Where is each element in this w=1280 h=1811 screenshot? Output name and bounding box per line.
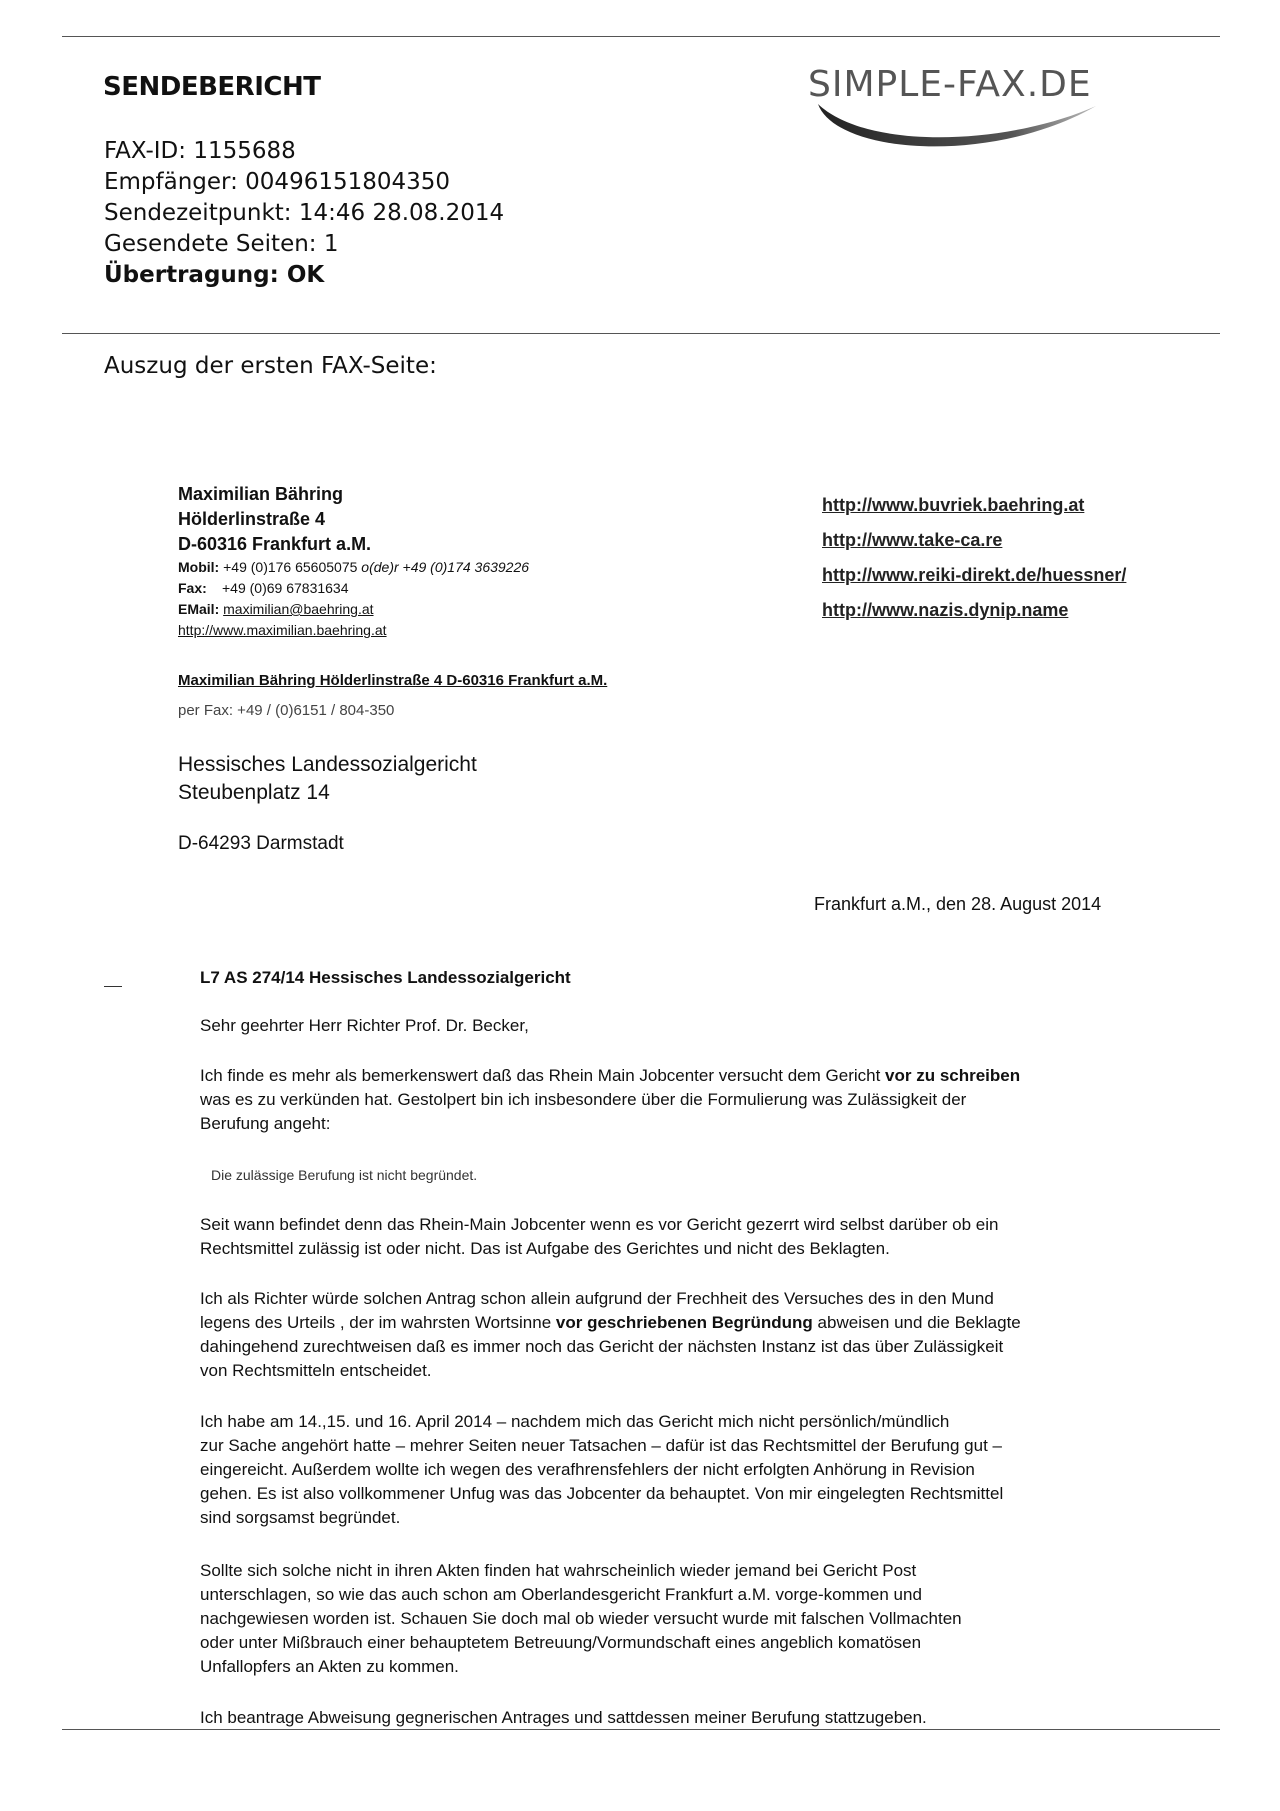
report-meta [104, 136, 504, 291]
sender-fax: Fax: +49 (0)69 67831634 [178, 580, 349, 596]
recipient-line2: Steubenplatz 14 [178, 781, 330, 804]
paragraph-6: Ich beantrage Abweisung gegnerischen Antrages und sattdessen meiner Berufung stattzugeben. [200, 1708, 927, 1727]
link-buvriek[interactable]: http://www.buvriek.baehring.at [822, 495, 1085, 515]
simple-fax-logo [806, 62, 1206, 154]
link-list [822, 488, 1126, 628]
top-rule [62, 36, 1220, 37]
send-time: Sendezeitpunkt: 14:46 28.08.2014 [104, 200, 505, 226]
paragraph-4: Ich habe am 14.,15. und 16. April 2014 – nachdem mich das Gericht mich nicht persönlich/mündlich zur Sache angehört hatte – mehrer Seiten neuer Tatsachen – dafür ist das Rechtsmittel der Berufung gut – eingereicht. Außerdem wollte ich wegen des verafhrensfehlers der nicht erfolgten Anhörung in Revision gehen. Es ist also vollkommener Unfug was das Jobcenter da behauptet. Von mir eingelegten Rechtsmittel sind sorgsamst begründet. [200, 1412, 1004, 1527]
quoted-excerpt: Die zulässige Berufung ist nicht begründet. [211, 1167, 478, 1183]
sender-street: Hölderlinstraße 4 [178, 509, 326, 529]
logo-swoosh [818, 104, 1096, 146]
recipient-line1: Hessisches Landessozialgericht [178, 753, 477, 776]
pages-sent: Gesendete Seiten: 1 [104, 231, 339, 257]
fax-id: FAX-ID: 1155688 [104, 138, 296, 164]
fax-recipient: Empfänger: 00496151804350 [104, 169, 451, 195]
email-link[interactable]: maximilian@baehring.at [223, 601, 374, 617]
sender-block [178, 482, 529, 641]
logo-graphic [806, 62, 1206, 154]
paragraph-5: Sollte sich solche nicht in ihren Akten finden hat wahrscheinlich wieder jemand bei Gericht Post unterschlagen, so wie das auch schon am Oberlandesgericht Frankfurt a.M. vorge-kommen und nachgewiesen worden ist. Schauen Sie doch mal ob wieder versucht wurde mit falschen Vollmachten oder unter Mißbrauch einer behauptetem Betreuung/Vormundschaft eines angeblich komatösen Unfallopfers an Akten zu kommen. [200, 1561, 962, 1676]
return-address: Maximilian Bähring Hölderlinstraße 4 D-60316 Frankfurt a.M. [178, 672, 608, 689]
paragraph-1: Ich finde es mehr als bemerkenswert daß das Rhein Main Jobcenter versucht dem Gericht vor zu schreiben was es zu verkünden hat. Gestolpert bin ich insbesondere über die Formulierung was Zulässigkeit der Berufung angeht: [200, 1066, 1021, 1133]
letter-subject: L7 AS 274/14 Hessisches Landessozialgericht [200, 968, 571, 987]
link-reiki-direkt[interactable]: http://www.reiki-direkt.de/huessner/ [822, 565, 1127, 585]
report-title: SENDEBERICHT [103, 72, 321, 102]
sender-name: Maximilian Bähring [178, 484, 344, 504]
excerpt-label: Auszug der ersten FAX-Seite: [104, 353, 437, 379]
transmission-status: Übertragung: OK [104, 262, 325, 288]
paragraph-3: Ich als Richter würde solchen Antrag schon allein aufgrund der Frechheit des Versuches des in den Mund legens des Urteils , der im wahrsten Wortsinne vor geschriebenen Begründung abweisen und die Beklagte dahingehend zurechtweisen daß es immer noch das Gericht der nächsten Instanz ist das über Zulässigkeit von Rechtsmitteln entscheidet. [200, 1289, 1021, 1380]
letter-salutation: Sehr geehrter Herr Richter Prof. Dr. Becker, [200, 1016, 529, 1035]
paragraph-2: Seit wann befindet denn das Rhein-Main Jobcenter wenn es vor Gericht gezerrt wird selbst darüber ob ein Rechtsmittel zulässig ist oder nicht. Das ist Aufgabe des Gerichtes und nicht des Beklagten. [200, 1215, 999, 1258]
header-divider [62, 333, 1220, 334]
sender-city: D-60316 Frankfurt a.M. [178, 534, 372, 554]
fold-mark [104, 986, 122, 987]
recipient-city: D-64293 Darmstadt [178, 833, 344, 854]
logo-text: SIMPLE-FAX.DE [808, 64, 1092, 105]
recipient-address [178, 751, 477, 807]
link-nazis-dynip[interactable]: http://www.nazis.dynip.name [822, 600, 1069, 620]
sender-website-link[interactable]: http://www.maximilian.baehring.at [178, 622, 387, 638]
sender-email: EMail: maximilian@baehring.at [178, 601, 374, 617]
link-take-care[interactable]: http://www.take-ca.re [822, 530, 1003, 550]
per-fax-number: per Fax: +49 / (0)6151 / 804-350 [178, 702, 395, 719]
letter-date: Frankfurt a.M., den 28. August 2014 [814, 894, 1102, 914]
sender-mobil: Mobil: +49 (0)176 65605075 o(de)r +49 (0)174 3639226 [178, 559, 530, 575]
